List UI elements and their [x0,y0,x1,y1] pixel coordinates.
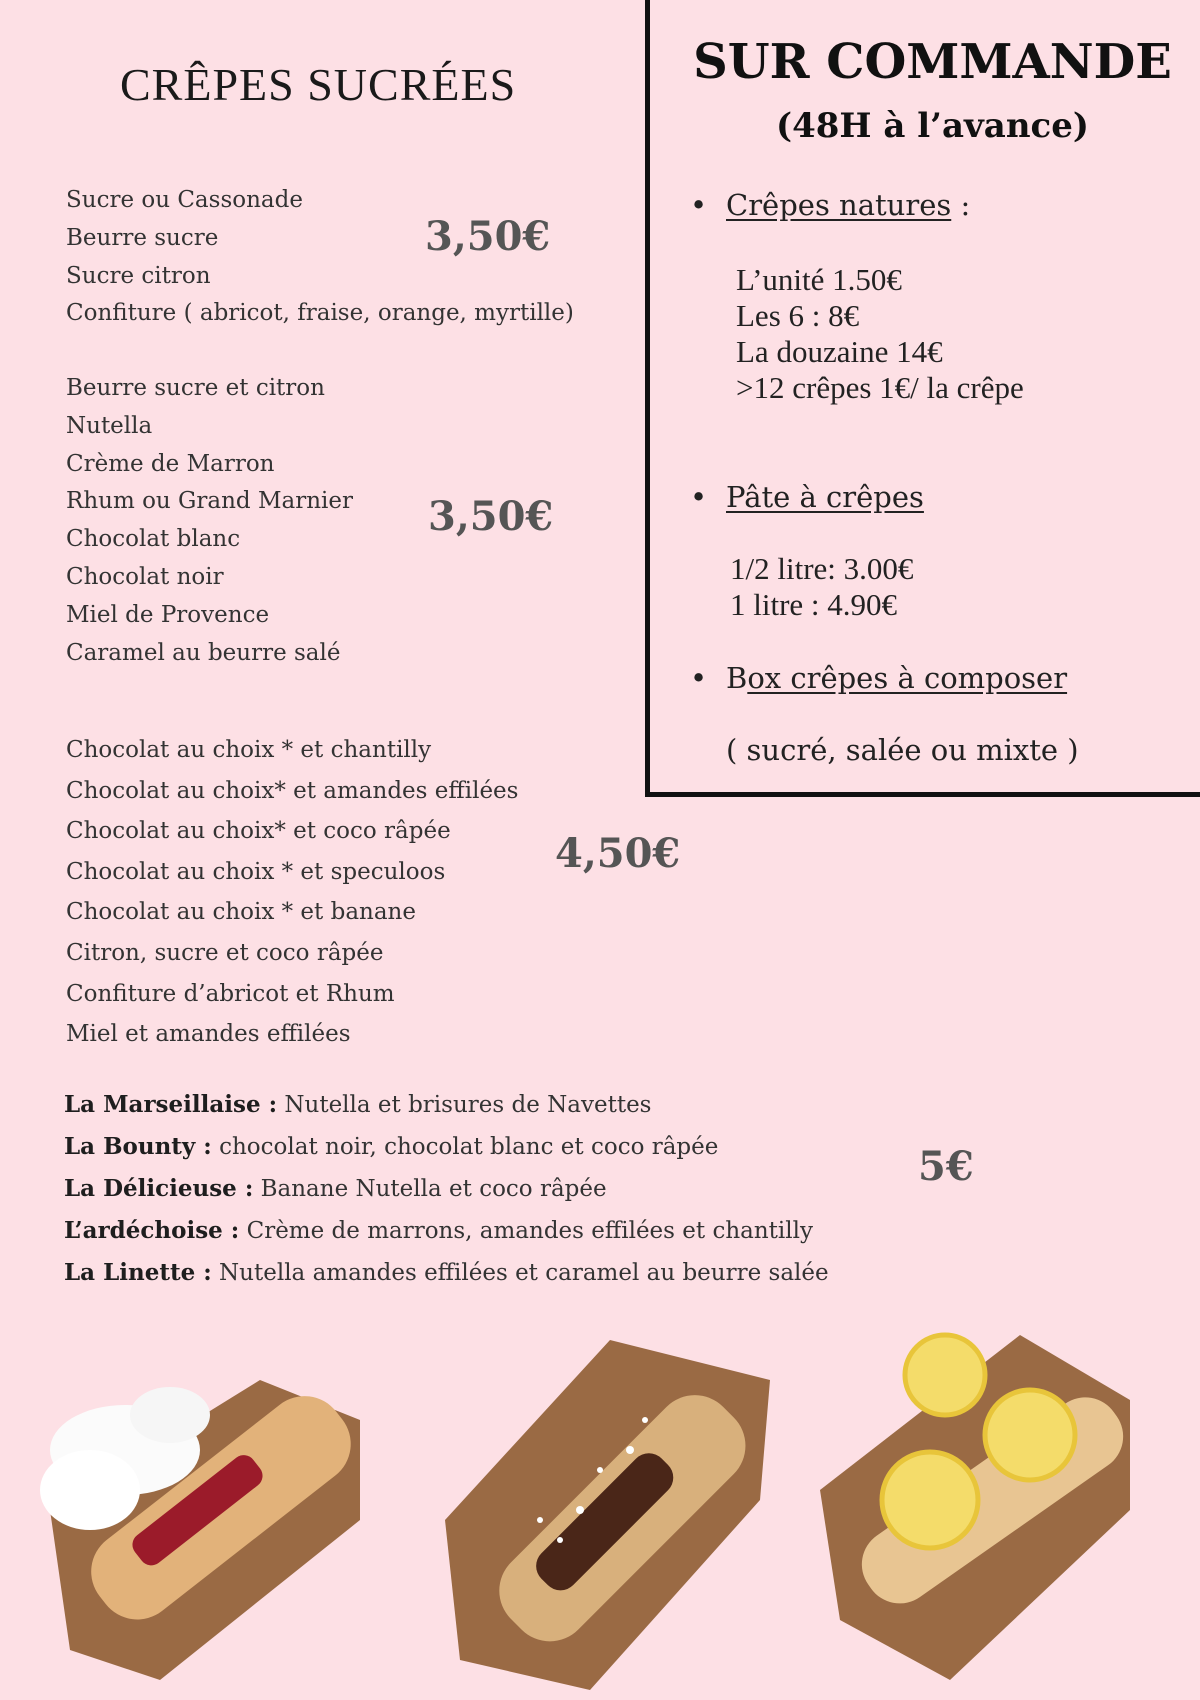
price-group-3: 4,50€ [555,830,681,877]
special-item [64,1252,829,1294]
price-line: 1/2 litre: 3.00€ [730,551,914,586]
menu-item: Crème de Marron [66,450,275,477]
special-item [64,1084,829,1126]
price-line: La douzaine 14€ [736,334,943,369]
menu-group-3 [66,730,518,1055]
bullet-icon: • [690,661,708,695]
special-desc: chocolat noir, chocolat blanc et coco râpée [211,1134,719,1160]
menu-item: Nutella [66,412,153,439]
menu-item: Citron, sucre et coco râpée [66,939,384,966]
price-group-2: 3,50€ [428,493,554,540]
price-group-1: 3,50€ [425,213,551,260]
menu-item: Sucre ou Cassonade [66,187,303,213]
crepe-chocolate-photo [430,1320,790,1700]
menu-item: Confiture ( abricot, fraise, orange, myrtille) [66,300,574,327]
menu-item: Chocolat au choix * et banane [66,899,416,926]
menu-item: Beurre sucre et citron [66,375,325,401]
price-specials: 5€ [918,1143,974,1190]
special-desc: Banane Nutella et coco râpée [253,1176,607,1202]
menu-item: Chocolat au choix* et coco râpée [66,818,451,845]
price-line: >12 crêpes 1€/ la crêpe [736,370,1024,405]
price-line: L’unité 1.50€ [736,262,902,297]
special-name: La Délicieuse : [64,1175,254,1202]
menu-item: Beurre sucre [66,224,219,251]
special-item [64,1168,829,1210]
bullet-label: Crêpes natures [726,188,952,222]
menu-item: Chocolat noir [66,563,224,590]
price-line: Les 6 : 8€ [736,298,860,333]
order-title: SUR COMMANDE [693,34,1172,90]
bullet-icon: • [690,188,708,222]
bullet-label: Pâte à crêpes [726,480,924,514]
special-name: L’ardéchoise : [64,1217,240,1244]
price-line: 1 litre : 4.90€ [730,587,898,622]
bullet-suffix: : [951,188,971,222]
bullet-label-prefix: B [726,661,748,695]
menu-item: Confiture d’abricot et Rhum [66,980,395,1007]
pate-prices [730,551,913,623]
lemon-slice [882,1452,978,1548]
special-item [64,1126,829,1168]
bullet-pate [690,480,924,514]
menu-item: Miel de Provence [66,601,270,628]
crepe-jam-chantilly-photo [30,1320,390,1700]
menu-item: Caramel au beurre salé [66,639,341,666]
menu-item: Sucre citron [66,262,211,289]
menu-item: Chocolat au choix* et amandes effilées [66,777,519,804]
bullet-label: ox crêpes à composer [747,661,1068,695]
special-name: La Marseillaise : [64,1091,278,1118]
crepe-lemon-photo [800,1320,1160,1700]
menu-item: Chocolat au choix * et speculoos [66,858,446,885]
specials-list [64,1084,829,1294]
bullet-crepes-natures [690,188,970,222]
special-name: La Linette : [64,1259,212,1286]
natures-prices [736,262,1024,406]
menu-item: Miel et amandes effilées [66,1021,351,1048]
lemon-slice [905,1335,985,1415]
menu-item: Chocolat au choix * et chantilly [66,737,432,763]
bullet-box [690,661,1067,695]
special-desc: Crème de marrons, amandes effilées et chantilly [239,1218,813,1244]
bullet-icon: • [690,480,708,514]
special-desc: Nutella et brisures de Navettes [277,1092,652,1118]
special-desc: Nutella amandes effilées et caramel au beurre salée [211,1260,829,1286]
chantilly [40,1450,140,1530]
menu-item: Chocolat blanc [66,526,241,553]
special-item [64,1210,829,1252]
menu-group-2 [66,370,353,672]
lemon-slice [985,1390,1075,1480]
box-note: ( sucré, salée ou mixte ) [726,733,1079,767]
special-name: La Bounty : [64,1133,212,1160]
chantilly [130,1387,210,1443]
page-title: CRÊPES SUCRÉES [120,59,517,110]
menu-item: Rhum ou Grand Marnier [66,488,353,515]
order-subtitle: (48H à l’avance) [776,106,1089,146]
